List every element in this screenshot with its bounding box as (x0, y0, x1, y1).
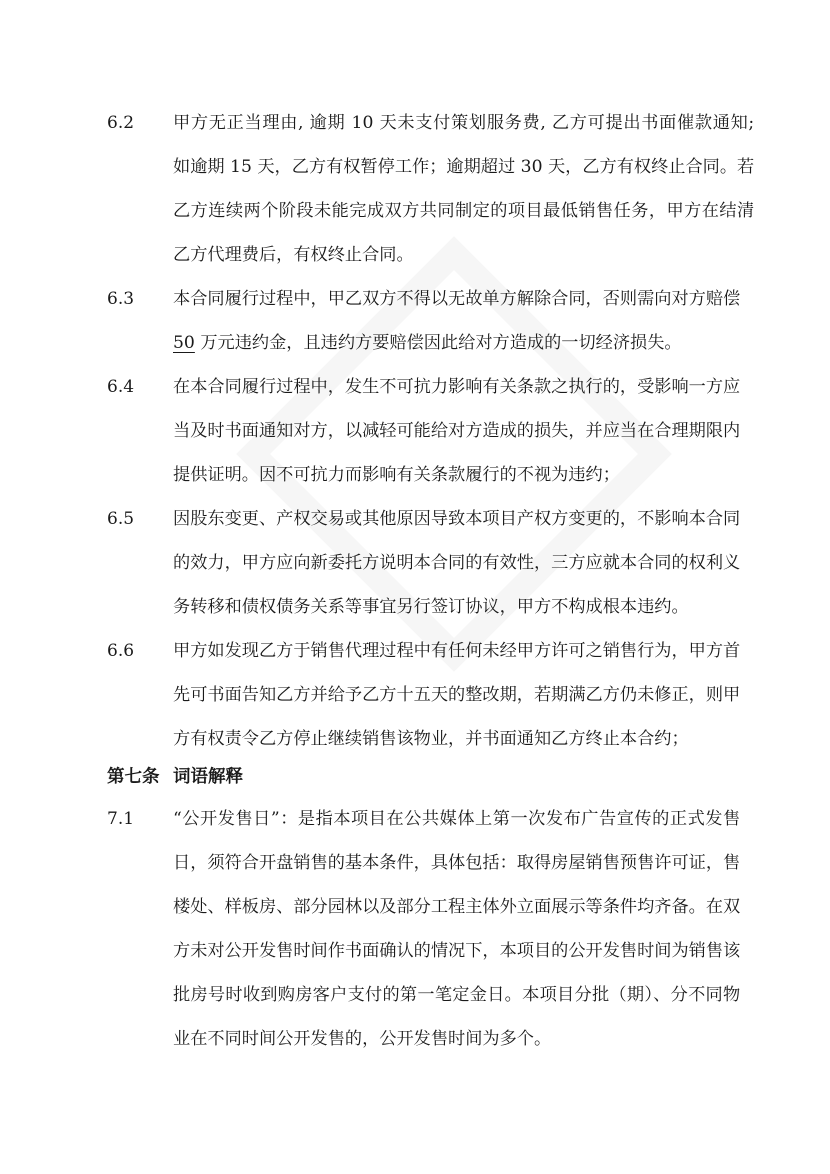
clause-line: “公开发售日”：是指本项目在公共媒体上第一次发布广告宣传的正式发售 (173, 809, 741, 829)
clause-number: 6.6 (107, 641, 135, 661)
clause-line: 如逾期 15 天，乙方有权暂停工作；逾期超过 30 天，乙方有权终止合同。若 (173, 157, 755, 177)
clause-6-5 (107, 497, 741, 629)
clause-line: 在本合同履行过程中，发生不可抗力影响有关条款之执行的，受影响一方应 (173, 377, 741, 397)
clause-line: 当及时书面通知对方，以减轻可能给对方造成的损失，并应当在合理期限内 (173, 421, 741, 441)
clause-line: 务转移和债权债务关系等事宜另行签订协议，甲方不构成根本违约。 (173, 597, 689, 617)
clause-line: 乙方代理费后，有权终止合同。 (173, 245, 414, 265)
clause-line: 乙方连续两个阶段未能完成双方共同制定的项目最低销售任务，甲方在结清 (173, 201, 755, 221)
clause-number: 6.4 (107, 377, 135, 397)
article-title: 词语解释 (173, 767, 243, 787)
clause-number: 6.2 (107, 113, 135, 133)
clause-line: 提供证明。因不可抗力而影响有关条款履行的不视为违约； (173, 465, 620, 485)
article-heading (107, 757, 723, 797)
document-page (107, 101, 755, 1061)
clause-line: 甲方无正当理由, 逾期 10 天未支付策划服务费, 乙方可提出书面催款通知; (173, 113, 755, 133)
clause-6-2 (107, 101, 755, 277)
clause-6-6 (107, 629, 741, 761)
clause-line (173, 321, 740, 365)
clause-line: 楼处、样板房、部分园林以及部分工程主体外立面展示等条件均齐备。在双 (173, 897, 741, 917)
clause-line: 本合同履行过程中，甲乙双方不得以无故单方解除合同，否则需向对方赔偿 (173, 289, 741, 309)
clause-line: 的效力，甲方应向新委托方说明本合同的有效性，三方应就本合同的权利义 (173, 553, 741, 573)
clause-7-1 (107, 797, 741, 1061)
clause-line: 方未对公开发售时间作书面确认的情况下，本项目的公开发售时间为销售该 (173, 941, 741, 961)
clause-6-4 (107, 365, 741, 497)
clause-line: 批房号时收到购房客户支付的第一笔定金日。本项目分批（期）、分不同物 (173, 985, 741, 1005)
clause-line: 先可书面告知乙方并给予乙方十五天的整改期，若期满乙方仍未修正，则甲 (173, 685, 741, 705)
clause-6-3 (107, 277, 741, 365)
clause-text: 万元违约金，且违约方要赔偿因此给对方造成的一切经济损失。 (194, 333, 682, 353)
article-number: 第七条 (107, 767, 160, 787)
clause-number: 6.3 (107, 289, 135, 309)
clause-line: 方有权责令乙方停止继续销售该物业，并书面通知乙方终止本合约； (173, 729, 689, 749)
clause-line: 日，须符合开盘销售的基本条件，具体包括：取得房屋销售预售许可证，售 (173, 853, 741, 873)
clause-line: 业在不同时间公开发售的，公开发售时间为多个。 (173, 1029, 552, 1049)
clause-number: 6.5 (107, 509, 135, 529)
clause-line: 甲方如发现乙方于销售代理过程中有任何未经甲方许可之销售行为，甲方首 (173, 641, 741, 661)
underlined-amount: 50 (173, 333, 195, 353)
clause-number: 7.1 (107, 809, 135, 829)
clause-line: 因股东变更、产权交易或其他原因导致本项目产权方变更的，不影响本合同 (173, 509, 741, 529)
